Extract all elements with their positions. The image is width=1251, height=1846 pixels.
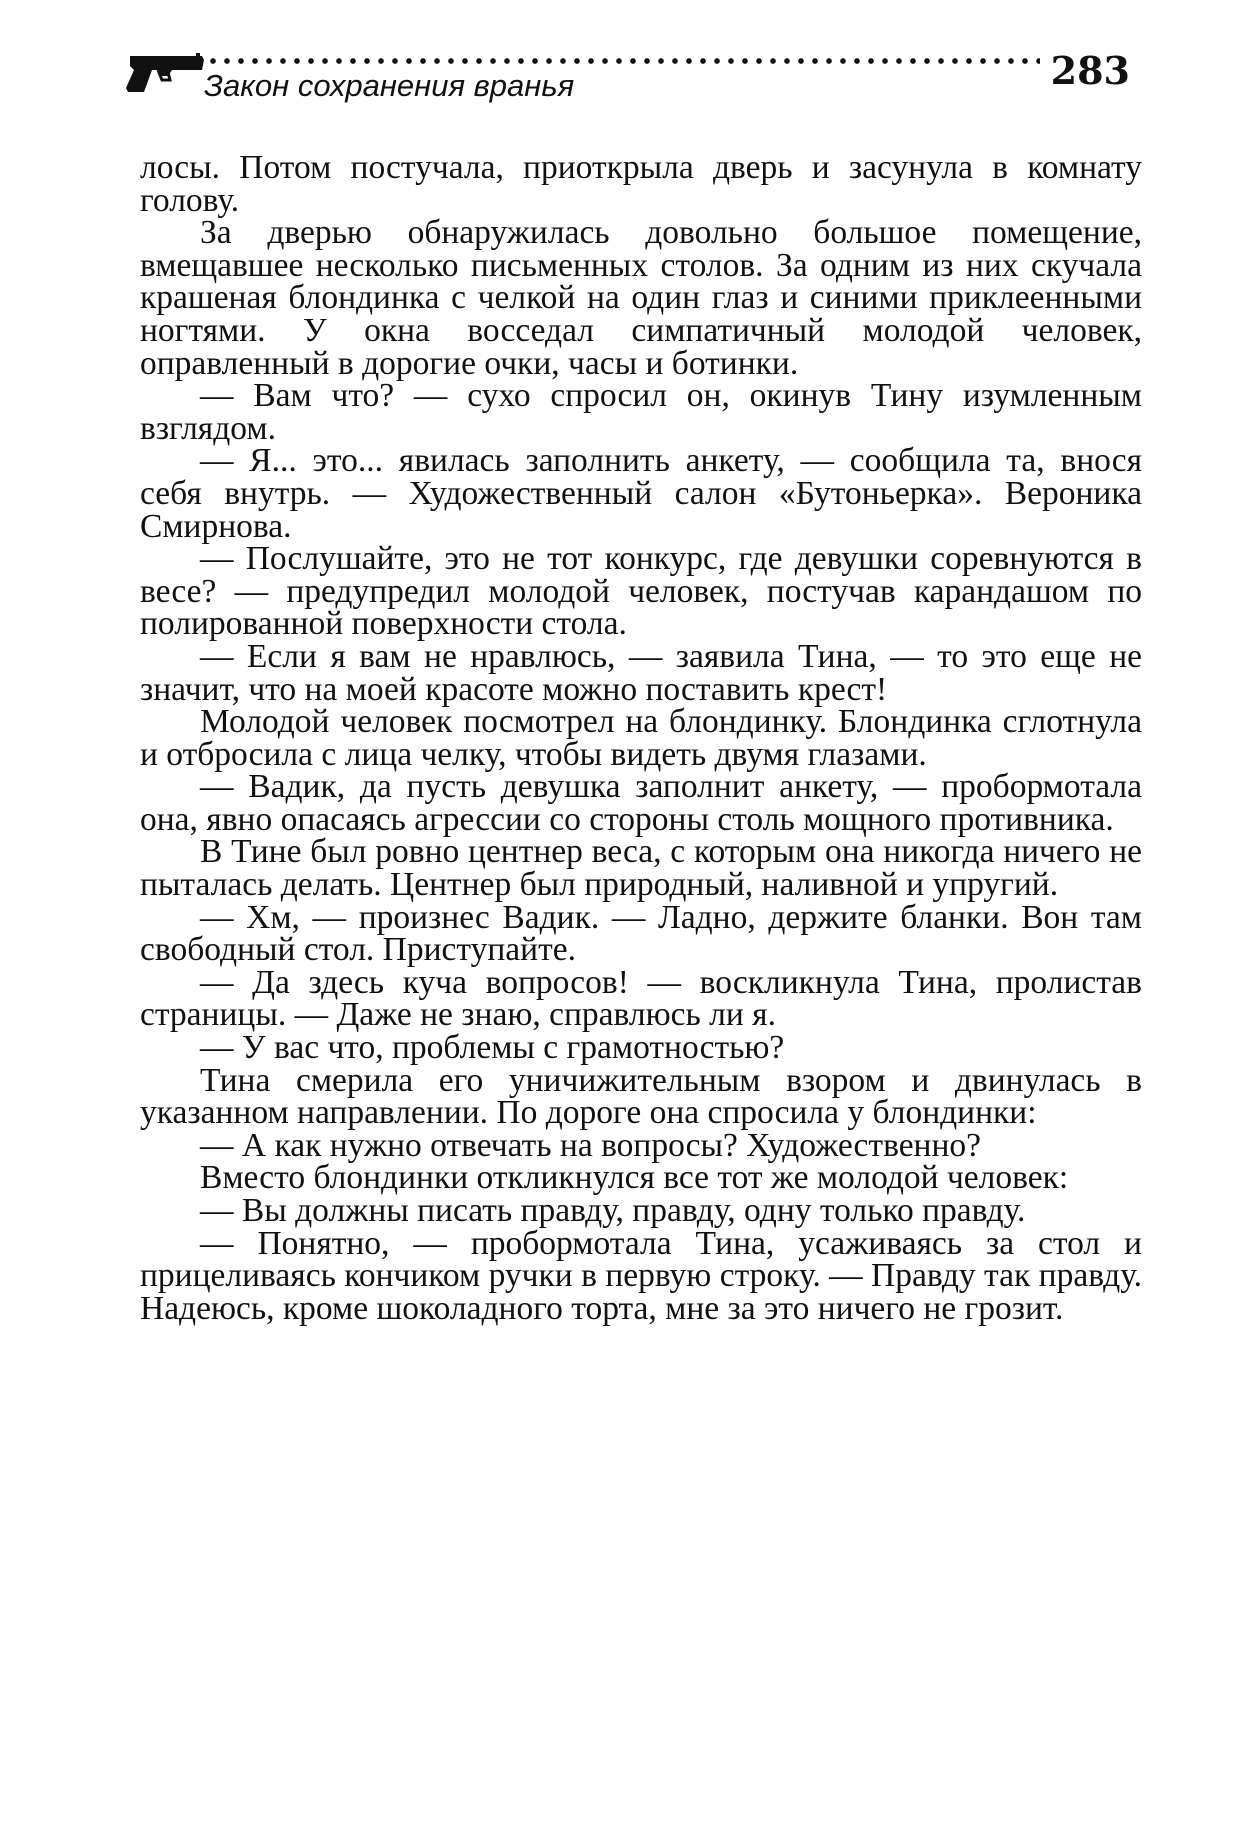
- paragraph: — Вадик, да пусть девушка заполнит анкету, — пробормотала она, явно опасаясь агрессии со стороны столь мощного противника.: [140, 768, 1142, 838]
- header-dotted-rule: [206, 56, 1040, 66]
- page-number: 283: [1050, 48, 1130, 93]
- paragraph: — Вам что? — сухо спросил он, окинув Тину изумленным взглядом.: [140, 377, 1142, 447]
- paragraph: — Я... это... явилась заполнить анкету, — сообщила та, внося себя внутрь. — Художественный салон «Бутоньерка». Вероника Смирнова.: [140, 442, 1142, 545]
- paragraph: — У вас что, проблемы с грамотностью?: [200, 1029, 785, 1067]
- paragraph: Тина смерила его уничижительным взором и двинулась в указанном направлении. По дороге она спросила у блондинки:: [140, 1061, 1142, 1132]
- running-title: Закон сохранения вранья: [204, 68, 575, 103]
- paragraph: За дверью обнаружилась довольно большое помещение, вмещавшее несколько письменных столов. За одним из них скучала крашеная блондинка с челкой на один глаз и синими приклеенными ногтями. У окна восседал симпатичный молодой человек, оправленный в дорогие очки, часы и ботинки.: [140, 214, 1142, 382]
- paragraph: Молодой человек посмотрел на блондинку. Блондинка сглотнула и отбросила с лица челку, чтобы видеть двумя глазами.: [140, 703, 1142, 773]
- page-header: [140, 40, 1140, 120]
- paragraph: — Хм, — произнес Вадик. — Ладно, держите бланки. Вон там свободный стол. Приступайте.: [140, 898, 1142, 969]
- paragraph: В Тине был ровно центнер веса, с которым она никогда ничего не пыталась делать. Центнер был природный, наливной и упругий.: [140, 833, 1142, 904]
- paragraph: — А как нужно отвечать на вопросы? Художественно?: [200, 1126, 982, 1164]
- paragraph: — Понятно, — пробормотала Тина, усаживаясь за стол и прицеливаясь кончиком ручки в первую строку. — Правду так правду. Надеюсь, кроме шоколадного торта, мне за это ничего не грозит.: [140, 1224, 1142, 1327]
- paragraph: — Послушайте, это не тот конкурс, где девушки соревнуются в весе? — предупредил молодой человек, постучав карандашом по полированной поверхности стола.: [140, 540, 1142, 643]
- paragraph: лосы. Потом постучала, приоткрыла дверь и засунула в комнату голову.: [140, 149, 1142, 219]
- body-text: [140, 149, 1142, 1327]
- book-page: [140, 40, 1140, 1830]
- paragraph: — Да здесь куча вопросов! — воскликнула Тина, пролистав страницы. — Даже не знаю, справлюсь ли я.: [140, 963, 1142, 1034]
- paragraph: — Вы должны писать правду, правду, одну только правду.: [200, 1192, 1026, 1229]
- paragraph: Вместо блондинки откликнулся все тот же молодой человек:: [200, 1159, 1069, 1197]
- pistol-icon: [122, 50, 206, 96]
- paragraph: — Если я вам не нравлюсь, — заявила Тина, — то это еще не значит, что на моей красоте можно поставить крест!: [140, 637, 1142, 708]
